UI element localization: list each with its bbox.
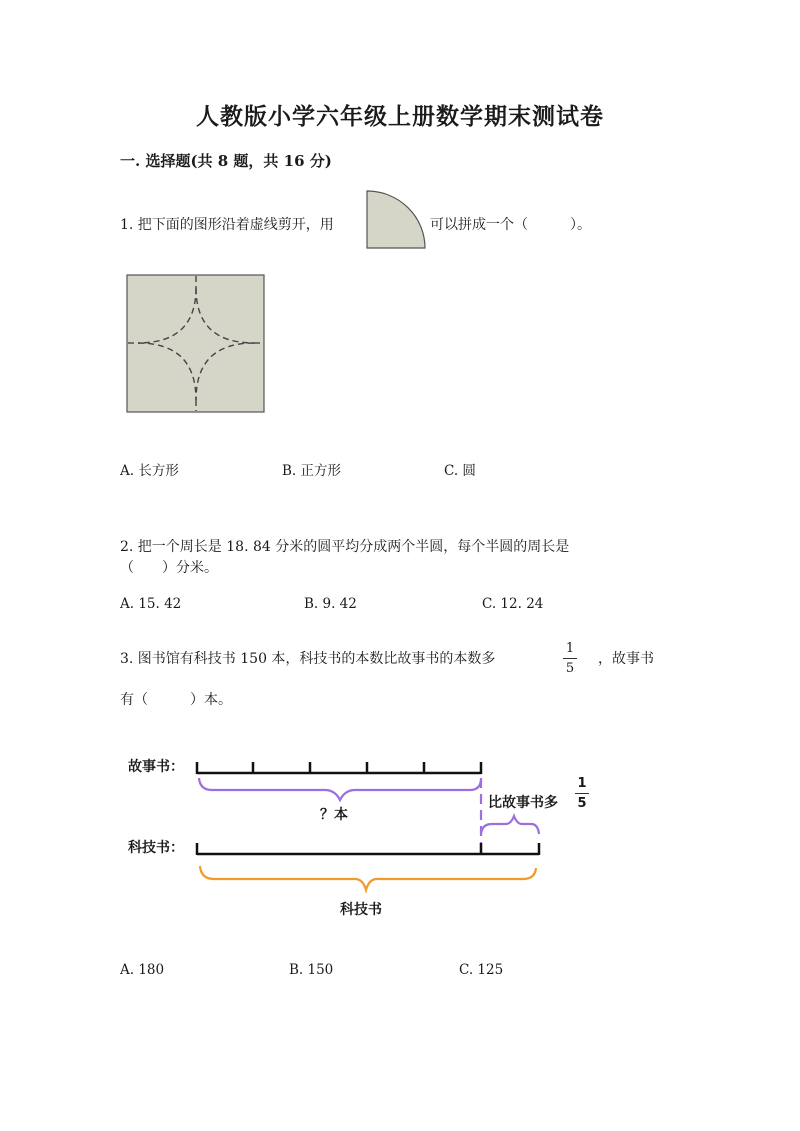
q3-fraction-denominator: 5 <box>565 661 575 676</box>
q1-option-c: C. 圆 <box>444 463 476 479</box>
q1-option-a: A. 长方形 <box>120 463 179 479</box>
q3-line2: 有（ ）本。 <box>120 692 232 708</box>
diagram-fraction-numerator: 1 <box>577 776 587 791</box>
q2-line2: （ ）分米。 <box>120 560 218 576</box>
q2-option-c: C. 12. 24 <box>482 596 544 612</box>
story-books-brace <box>199 778 481 800</box>
q3-option-b: B. 150 <box>289 962 334 978</box>
q3-option-c: C. 125 <box>459 962 504 978</box>
diagram-fraction-denominator: 5 <box>577 796 587 811</box>
more-than-label: 比故事书多 <box>488 795 558 811</box>
extra-part-brace <box>481 816 539 834</box>
q3-fraction-numerator: 1 <box>565 641 575 656</box>
q3-line1-end: ，故事书 <box>598 651 654 667</box>
tech-total-label: 科技书 <box>340 902 382 918</box>
quarter-circle-figure <box>366 190 428 250</box>
segment-diagram <box>190 750 550 900</box>
tech-books-brace <box>200 866 536 890</box>
story-books-label: 故事书： <box>128 759 184 775</box>
q3-fraction <box>563 642 577 675</box>
q1-option-b: B. 正方形 <box>282 463 342 479</box>
q3-option-a: A. 180 <box>120 962 165 978</box>
section-heading: 一. 选择题(共 8 题，共 16 分) <box>120 152 332 170</box>
q3-line1: 3. 图书馆有科技书 150 本，科技书的本数比故事书的本数多 <box>120 651 496 667</box>
square-with-dashed-curves-figure <box>126 274 266 414</box>
q1-text-before: 1. 把下面的图形沿着虚线剪开，用 <box>120 217 334 233</box>
q2-option-a: A. 15. 42 <box>120 596 182 612</box>
tech-books-label: 科技书： <box>128 840 184 856</box>
page-title: 人教版小学六年级上册数学期末测试卷 <box>196 103 604 130</box>
diagram-fraction <box>575 777 589 810</box>
unknown-books-label: ？本 <box>320 807 348 823</box>
q2-line1: 2. 把一个周长是 18. 84 分米的圆平均分成两个半圆，每个半圆的周长是 <box>120 539 570 555</box>
q1-text-after: 可以拼成一个（ ）。 <box>430 217 591 233</box>
q2-option-b: B. 9. 42 <box>304 596 357 612</box>
